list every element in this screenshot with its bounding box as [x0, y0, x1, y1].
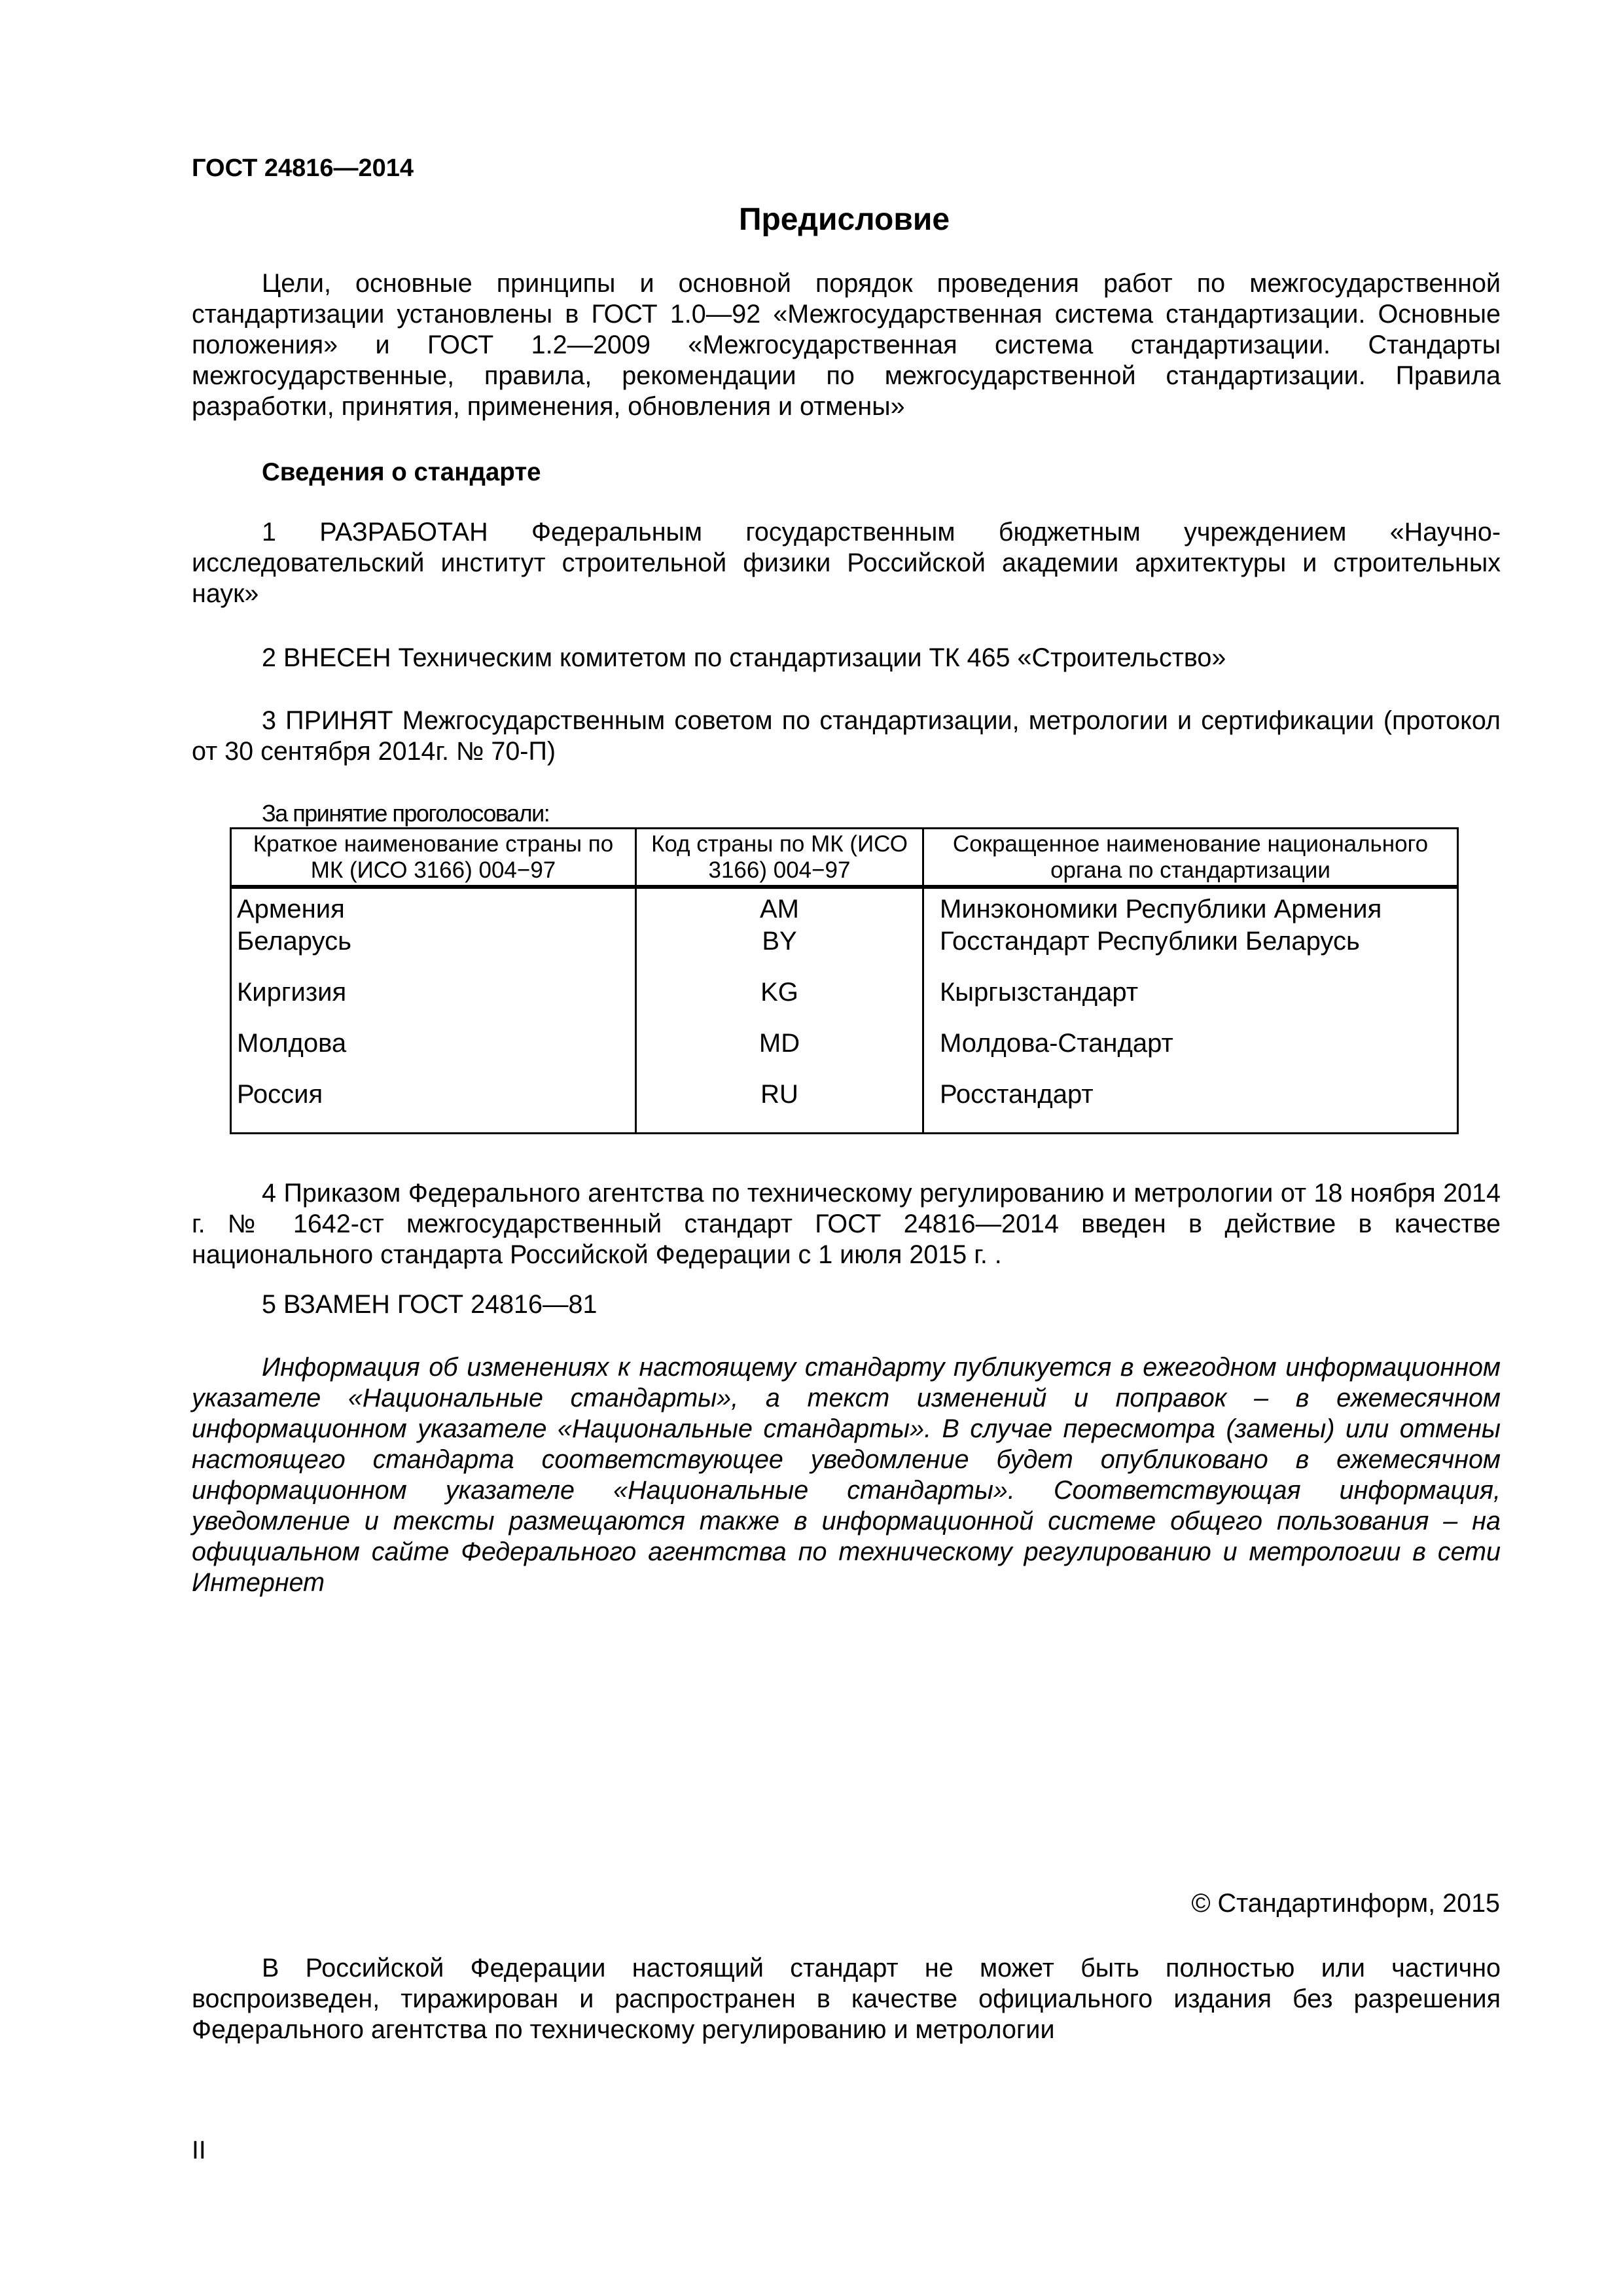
document-header: ГОСТ 24816—2014: [192, 154, 414, 182]
cell-country: Россия: [231, 1079, 636, 1133]
cell-code: MD: [636, 1028, 923, 1079]
voting-table: [230, 827, 1459, 1134]
cell-standards-body: Кыргызстандарт: [923, 977, 1458, 1028]
cell-standards-body: Минэкономики Республики Армения: [923, 887, 1458, 926]
item-5-paragraph: 5 ВЗАМЕН ГОСТ 24816—81: [262, 1290, 597, 1319]
table-row: [231, 1028, 1458, 1079]
table-caption: За принятие проголосовали:: [262, 800, 550, 827]
subheading: Сведения о стандарте: [262, 458, 541, 486]
cell-standards-body: Госстандарт Республики Беларусь: [923, 926, 1458, 977]
table-row: [231, 887, 1458, 926]
header-country-name: Краткое наименование страны по МК (ИСО 3166) 004−97: [231, 829, 636, 888]
table-row: [231, 977, 1458, 1028]
item-3-paragraph: 3 ПРИНЯТ Межгосударственным советом по стандартизации, метрологии и сертификации (протокол от 30 сентября 2014г. № 70-П): [192, 706, 1501, 766]
cell-standards-body: Росстандарт: [923, 1079, 1458, 1133]
cell-standards-body: Молдова-Стандарт: [923, 1028, 1458, 1079]
cell-code: BY: [636, 926, 923, 977]
cell-code: RU: [636, 1079, 923, 1133]
header-country-code: Код страны по МК (ИСО 3166) 004−97: [636, 829, 923, 888]
info-paragraph: Информация об изменениях к настоящему стандарту публикуется в ежегодном информационном указателе «Национальные стандарты», а текст изменений и поправок – в ежемесячном информационном указателе «Национальные стандарты». В случае пересмотра (замены) или отмены настоящего стандарта соответствующее уведомление будет опубликовано в ежемесячном информационном указателе «Национальные стандарты». Соответствующая информация, уведомление и тексты размещаются также в информационной системе общего пользования – на официальном сайте Федерального агентства по техническому регулированию и метрологии в сети Интернет: [192, 1353, 1501, 1597]
reproduction-notice: В Российской Федерации настоящий стандарт не может быть полностью или частично воспроизведен, тиражирован и распространен в качестве официального издания без разрешения Федерального агентства по техническому регулированию и метрологии: [192, 1954, 1501, 2044]
page-number: II: [192, 2136, 206, 2164]
cell-country: Молдова: [231, 1028, 636, 1079]
item-4-paragraph: 4 Приказом Федерального агентства по техническому регулированию и метрологии от 18 ноября 2014 г. № 1642-ст межгосударственный стандарт ГОСТ 24816—2014 введен в действие в качестве национального стандарта Российской Федерации с 1 июля 2015 г. .: [192, 1179, 1501, 1269]
header-standards-body: Сокращенное наименование национального органа по стандартизации: [923, 829, 1458, 888]
cell-code: KG: [636, 977, 923, 1028]
cell-country: Киргизия: [231, 977, 636, 1028]
table-row: [231, 926, 1458, 977]
cell-country: Армения: [231, 887, 636, 926]
intro-paragraph: Цели, основные принципы и основной порядок проведения работ по межгосударственной стандартизации установлены в ГОСТ 1.0—92 «Межгосударственная система стандартизации. Основные положения» и ГОСТ 1.2—2009 «Межгосударственная система стандартизации. Стандарты межгосударственные, правила, рекомендации по межгосударственной стандартизации. Правила разработки, принятия, применения, обновления и отмены»: [192, 269, 1501, 421]
cell-code: AM: [636, 887, 923, 926]
page-title: Предисловие: [738, 202, 950, 237]
table-row: [231, 1079, 1458, 1133]
item-1-paragraph: 1 РАЗРАБОТАН Федеральным государственным бюджетным учреждением «Научно-исследовательский институт строительной физики Российской академии архитектуры и строительных наук»: [192, 518, 1501, 608]
cell-country: Беларусь: [231, 926, 636, 977]
table-header-row: [231, 829, 1458, 888]
copyright-notice: © Стандартинформ, 2015: [1191, 1889, 1500, 1918]
item-2-paragraph: 2 ВНЕСЕН Техническим комитетом по стандартизации ТК 465 «Строительство»: [262, 643, 1226, 672]
